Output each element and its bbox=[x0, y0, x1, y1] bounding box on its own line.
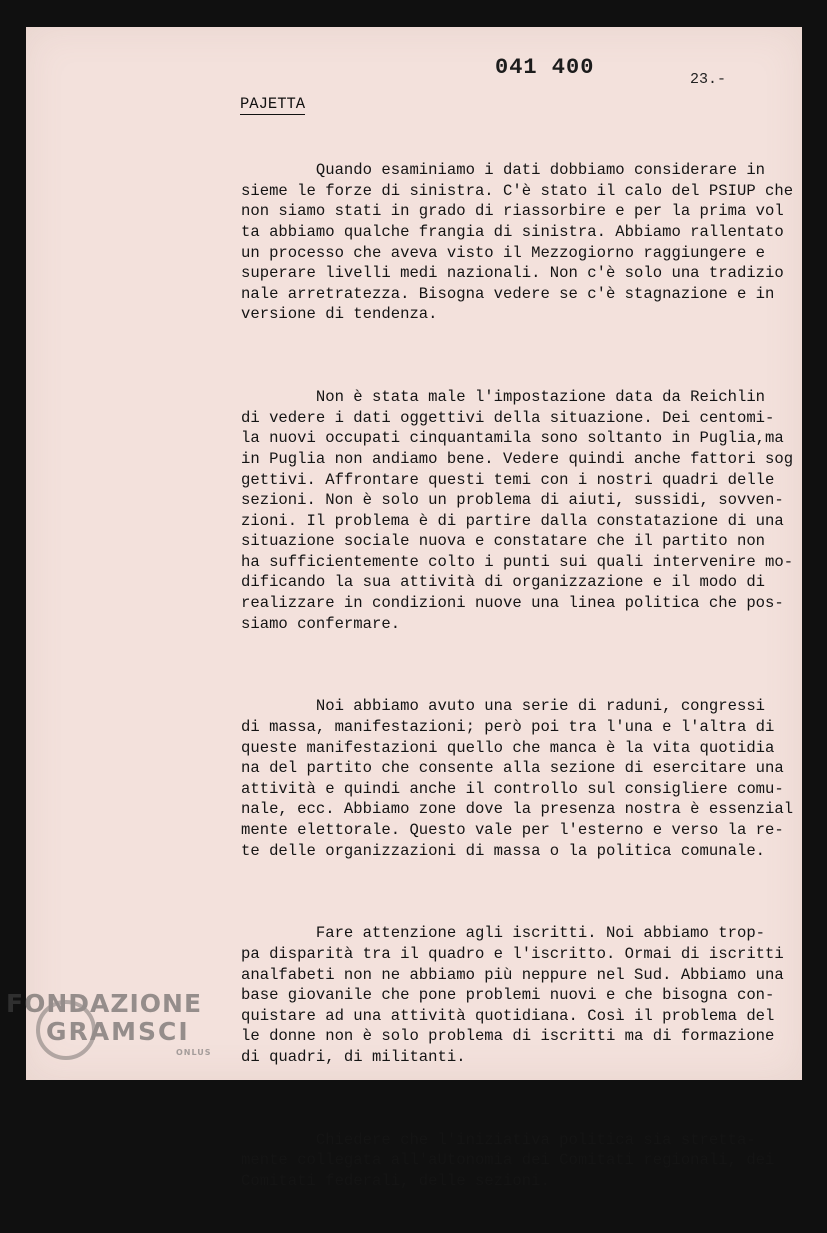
logo-line-2: GRAMSCI bbox=[46, 1017, 190, 1046]
archive-number: 041 400 bbox=[495, 55, 595, 80]
speaker-name: PAJETTA bbox=[240, 95, 306, 113]
page-number: 23.- bbox=[690, 71, 727, 88]
paragraph-5: Chiedere che l'iniziativa politica sia stretta- mente collegata all'aUtonomia dei Comitati regionali, dei Comitati federali, delle sezioni. bbox=[241, 1130, 775, 1190]
paragraph-2: Non è stata male l'impostazione data da Reichlin di vedere i dati oggettivi della situazione. Dei centomi- la nuovi occupati cinquantamila sono soltanto in Puglia,ma in Puglia non andiamo bene. Vedere quindi anche fattori sog gettivi. Affrontare questi temi con i nostri quadri delle sezioni. Non è solo un problema di aiuti, sussidi, sovven- zioni. Il problema è di partire dalla constatazione di una situazione sociale nuova e constatare che il partito non ha sufficientemente colto i punti sui quali intervenire mo- dificando la sua attività di organizzazione e il modo di realizzare in condizioni nuove una linea politica che pos- siamo confermare. bbox=[241, 388, 794, 633]
logo-line-1: FONDAZIONE bbox=[6, 989, 203, 1018]
logo-circle-icon bbox=[36, 1000, 96, 1060]
fondazione-gramsci-logo bbox=[6, 989, 212, 1057]
paragraph-1: Quando esaminiamo i dati dobbiamo considerare in sieme le forze di sinistra. C'è stato il calo del PSIUP che non siamo stati in grado di riassorbire e per la prima vol ta abbiamo qualche frangia di sinistra. Abbiamo rallentato un processo che aveva visto il Mezzogiorno raggiungere e superare livelli medi nazionali. Non c'è solo una tradizio nale arretratezza. Bisogna vedere se c'è stagnazione e in versione di tendenza. bbox=[241, 161, 794, 324]
paragraph-4: Fare attenzione agli iscritti. Noi abbiamo trop- pa disparità tra il quadro e l'iscritto. Ormai di iscritti analfabeti non ne abbiamo più neppure nel Sud. Abbiamo una base giovanile che pone problemi nuovi e che bisogna con- quistare ad una attività quotidiana. Così il problema del le donne non è solo problema di iscritti ma di formazione di quadri, di militanti. bbox=[241, 924, 784, 1066]
logo-onlus: ONLUS bbox=[176, 1048, 212, 1057]
paragraph-3: Noi abbiamo avuto una serie di raduni, congressi di massa, manifestazioni; però poi tra l'una e l'altra di queste manifestazioni quello che manca è la vita quotidia na del partito che consente alla sezione di esercitare una attività e quindi anche il controllo sul consigliere comu- nale, ecc. Abbiamo zone dove la presenza nostra è essenzial mente elettorale. Questo vale per l'esterno e verso la re- te delle organizzazioni di massa o la politica comunale. bbox=[241, 697, 794, 860]
body-text bbox=[241, 119, 801, 1233]
